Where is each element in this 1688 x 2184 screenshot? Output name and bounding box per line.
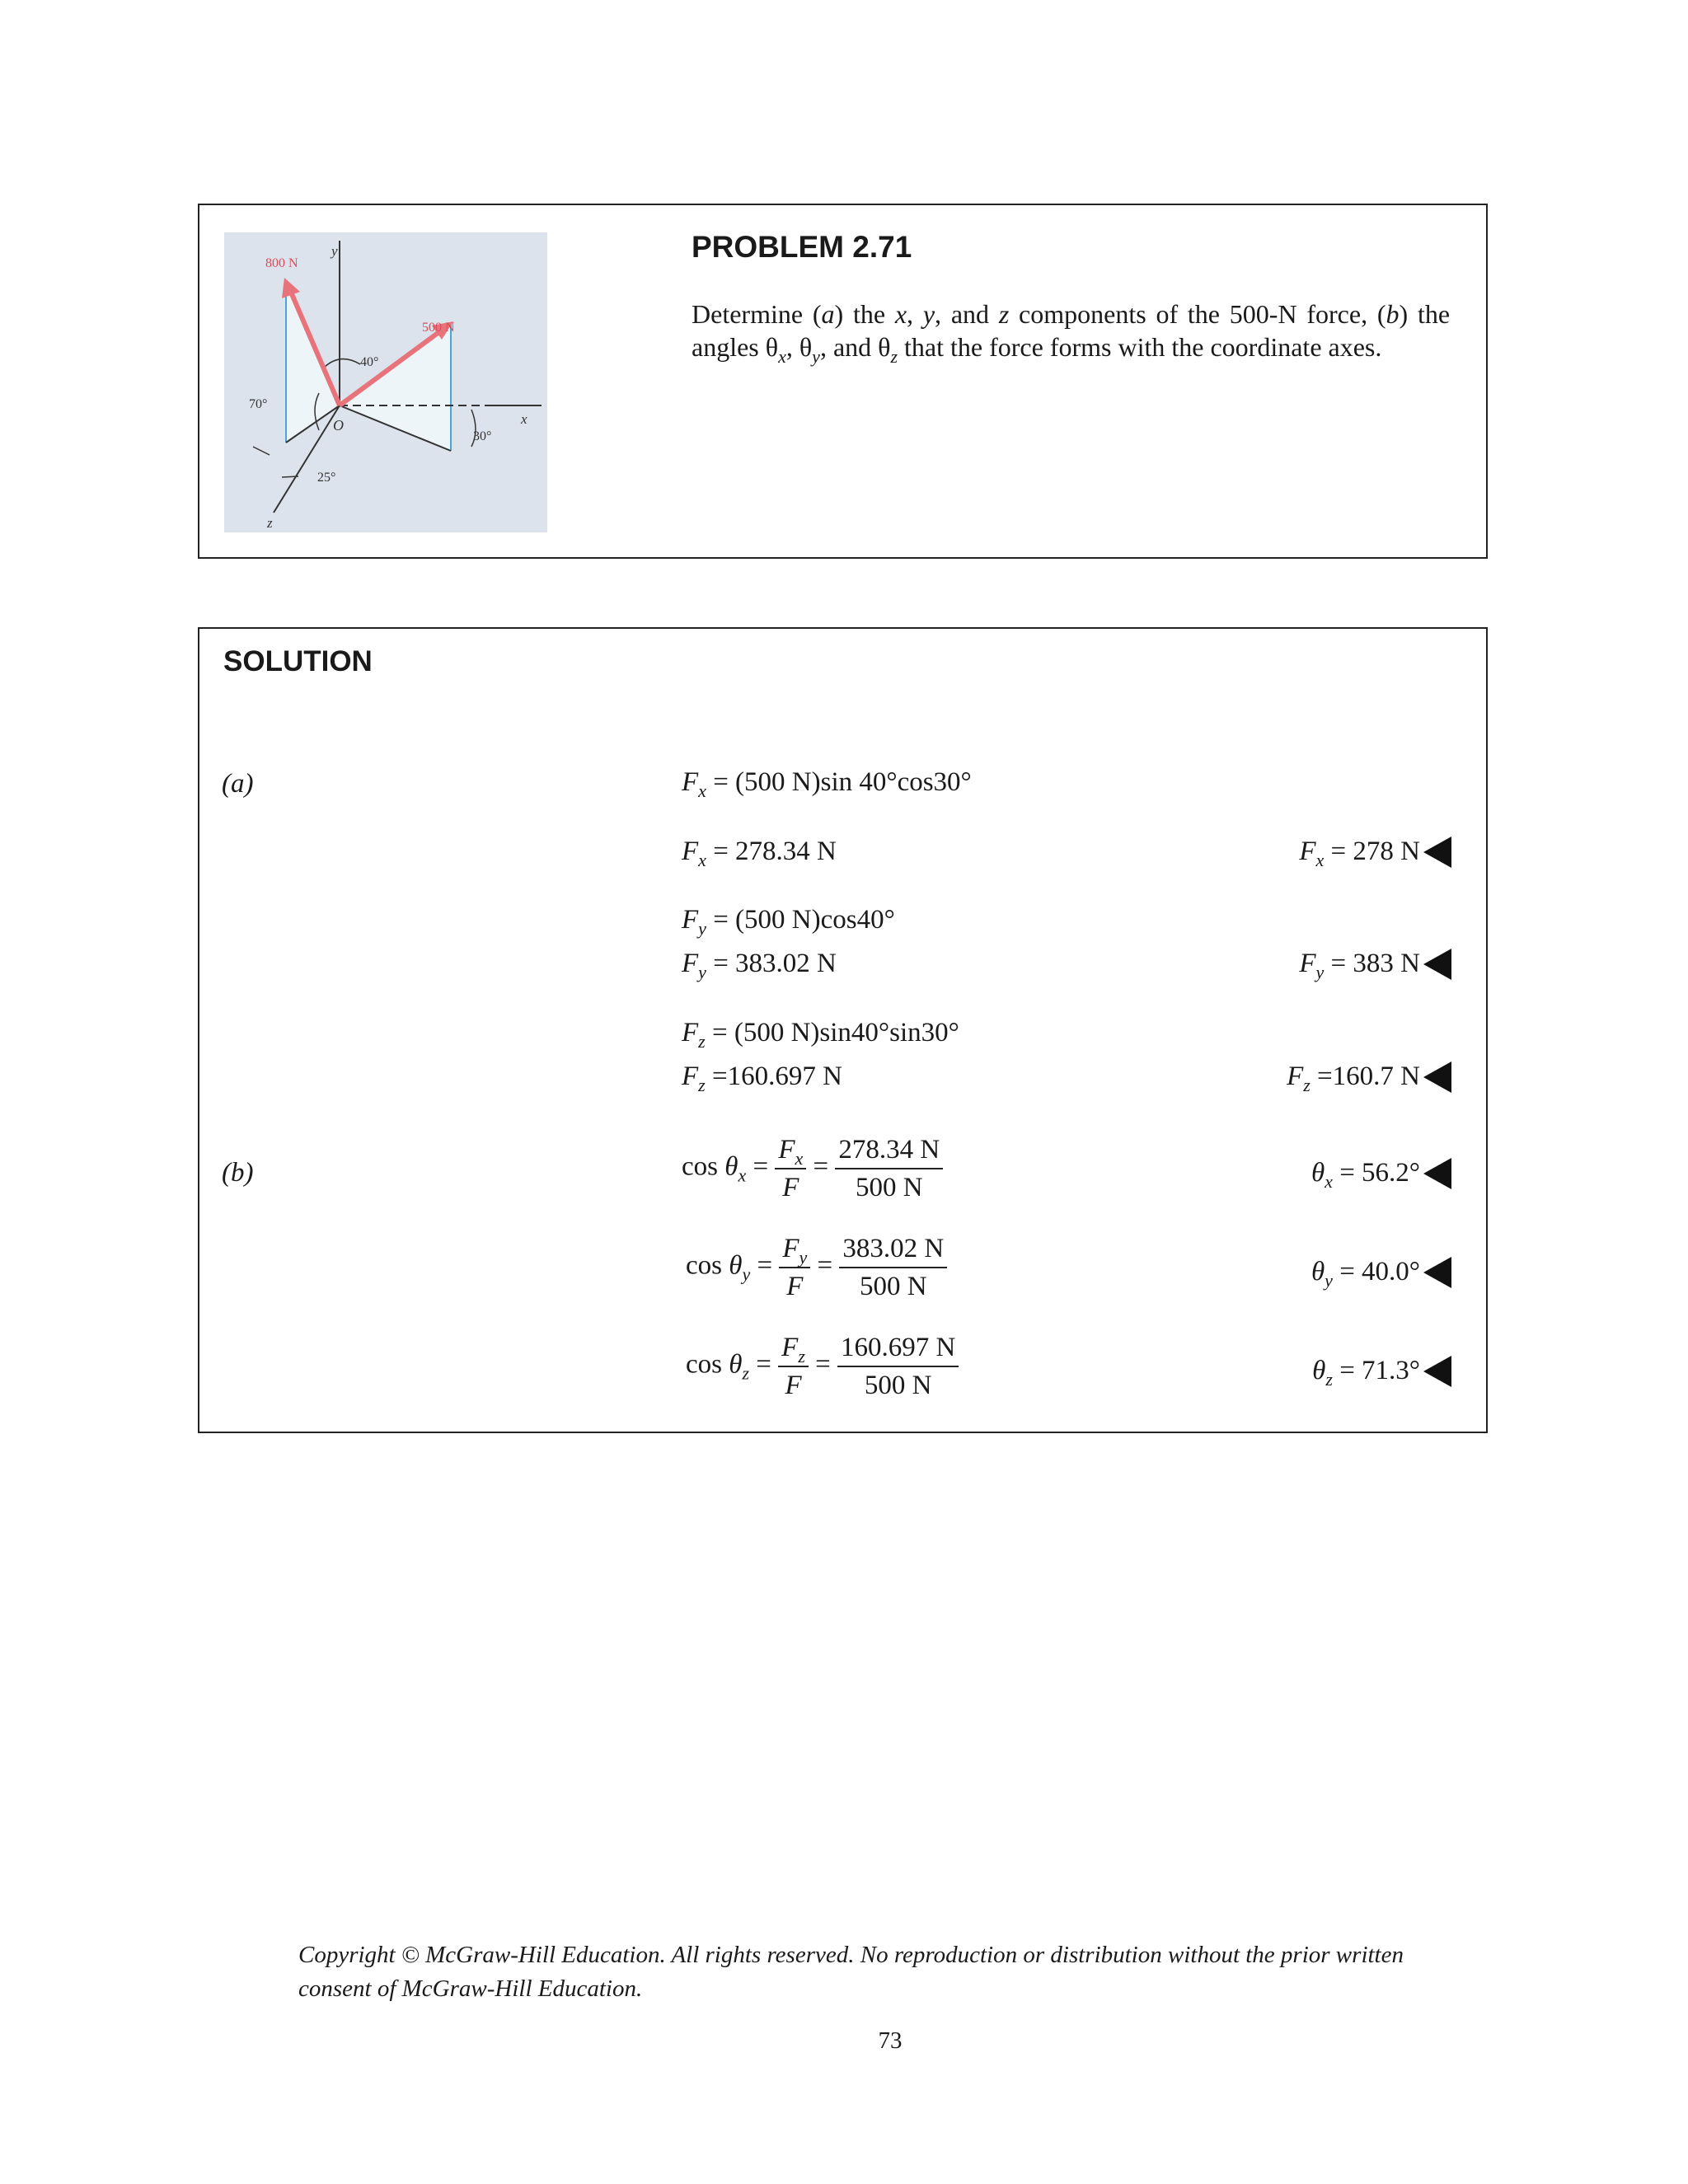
solution-title: SOLUTION <box>223 645 373 677</box>
arc-25-tick <box>253 447 270 455</box>
answer-theta-z: $\theta_z = 71.3^\circ$ <box>1312 1356 1451 1387</box>
equation-fz-expression: $F_z = (500$ N)sin40°sin30° <box>682 1018 959 1052</box>
answer-marker-icon <box>1423 1158 1451 1189</box>
label-y-axis: y <box>331 243 338 259</box>
force-diagram-figure <box>224 232 547 532</box>
equation-cos-theta-x: $\cos \theta_x$ = $\frac{F_x}{F}$ = $\frac{278.34 N}{500 N}$ <box>682 1132 943 1206</box>
solution-box <box>198 627 1488 1433</box>
label-x-axis: x <box>521 411 528 427</box>
part-a-label: (a) <box>222 769 254 799</box>
answer-theta-y: $\theta_y = 40.0^\circ$ <box>1311 1257 1451 1288</box>
label-z-axis: z <box>267 515 273 531</box>
answer-fz: $F_z =160.7$ N <box>1287 1062 1451 1093</box>
answer-marker-icon <box>1423 837 1451 868</box>
part-b-label: (b) <box>222 1158 254 1188</box>
equation-fy-value: $F_y = 383.02$ N <box>682 949 837 982</box>
force-diagram <box>224 232 547 532</box>
answer-marker-icon <box>1423 949 1451 980</box>
answer-marker-icon <box>1423 1356 1451 1387</box>
equation-fx-expression: $F_x = (500$ N)sin 40°cos30° <box>682 767 972 801</box>
problem-statement: Determine (a) the x, y, and z components of the 500-N force, (b) the angles $\theta_x$, $\theta_y$, and $\theta_z$ that the force forms with the coordinate axes. <box>692 299 1451 367</box>
arc-40 <box>323 359 360 368</box>
copyright-footer: Copyright © McGraw-Hill Education. All rights reserved. No reproduction or distribution without the prior written consent of McGraw-Hill Education. <box>298 1942 1404 2002</box>
label-800n: 800 N <box>265 256 298 270</box>
equation-cos-theta-z: $\cos \theta_z$ = $\frac{F_z}{F}$ = $\frac{160.697 N}{500 N}$ <box>686 1329 959 1404</box>
answer-fx: $F_x = 278$ N <box>1299 837 1451 868</box>
problem-box <box>198 204 1488 559</box>
label-40deg: 40° <box>360 355 379 369</box>
label-70deg: 70° <box>249 397 268 411</box>
equation-fz-value: $F_z =160.697$ N <box>682 1062 842 1095</box>
label-25deg: 25° <box>317 471 336 485</box>
answer-fy: $F_y = 383$ N <box>1299 949 1451 980</box>
page-number: 73 <box>878 2027 903 2054</box>
equation-fx-value: $F_x = 278.34$ N <box>682 837 837 870</box>
problem-title: PROBLEM 2.71 <box>692 230 912 264</box>
equation-fy-expression: $F_y = (500$ N)cos40° <box>682 905 895 939</box>
equation-cos-theta-y: $\cos \theta_y$ = $\frac{F_y}{F}$ = $\frac{383.02 N}{500 N}$ <box>686 1230 947 1305</box>
label-origin: O <box>333 417 344 434</box>
label-500n: 500 N <box>422 321 455 335</box>
plane-500 <box>340 323 451 451</box>
answer-theta-x: $\theta_x = 56.2^\circ$ <box>1311 1158 1451 1189</box>
arc-25-pointer <box>282 476 298 477</box>
answer-marker-icon <box>1423 1257 1451 1288</box>
label-30deg: 30° <box>473 429 492 443</box>
answer-marker-icon <box>1423 1062 1451 1093</box>
